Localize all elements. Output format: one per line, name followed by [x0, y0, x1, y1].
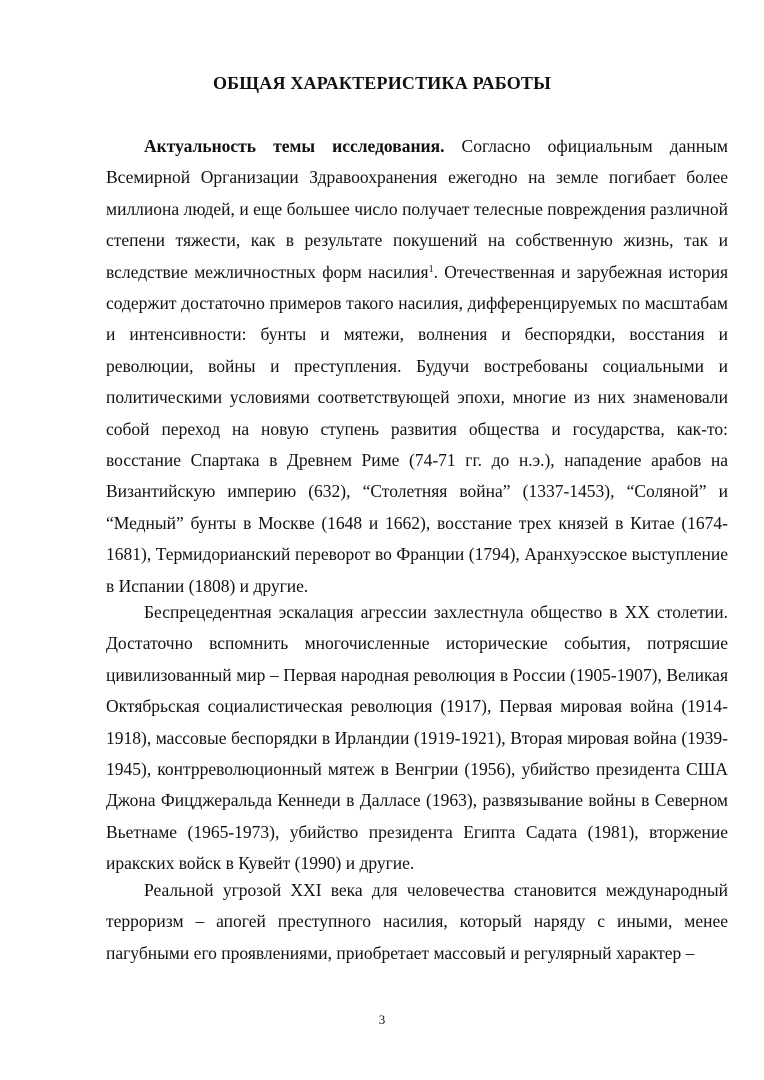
footnote-reference[interactable]: 1 — [428, 263, 434, 275]
paragraph-twentieth-century: Беспрецедентная эскалация агрессии захлестнула общество в XX столетии. Достаточно вспомнить многочисленные исторические события, потрясшие цивилизованный мир – Первая народная революция в России (1905-1907), Великая Октябрьская социалистическая революция (1917), Первая мировая война (1914-1918), массовые беспорядки в Ирландии (1919-1921), Вторая мировая война (1939-1945), контрреволюционный мятеж в Венгрии (1956), убийство президента США Джона Фицджеральда Кеннеди в Далласе (1963), развязывание войны в Северном Вьетнаме (1965-1973), убийство президента Египта Садата (1981), вторжение иракских войск в Кувейт (1990) и другие. — [106, 602, 728, 874]
page-number: 3 — [378, 1012, 386, 1027]
paragraph-text: Согласно официальным данным Всемирной Организации Здравоохранения ежегодно на земле погибает более миллиона людей, и еще большее число получает телесные повреждения различной степени тяжести, как в результате покушений на собственную жизнь, так и вследствие межличностных форм насилия — [106, 136, 728, 282]
paragraph-text: . Отечественная и зарубежная история содержит достаточно примеров такого насилия, дифференцируемых по масштабам и интенсивности: бунты и мятежи, волнения и беспорядки, восстания и революции, войны и преступления. Будучи востребованы социальными и политическими условиями соответствующей эпохи, многие из них знаменовали собой переход на новую ступень развития общества и государства, как-то: восстание Спартака в Древнем Риме (74-71 гг. до н.э.), нападение арабов на Византийскую империю (632), “Столетняя война” (1337-1453), “Соляной” и “Медный” бунты в Москве (1648 и 1662), восстание трех князей в Китае (1674-1681), Термидорианский переворот во Франции (1794), Аранхуэсское выступление в Испании (1808) и другие. — [106, 261, 728, 596]
page-title: ОБЩАЯ ХАРАКТЕРИСТИКА РАБОТЫ — [212, 73, 552, 93]
paragraph-relevance — [106, 131, 728, 602]
paragraph-lead-heading: Актуальность темы исследования. — [144, 136, 445, 156]
paragraph-terrorism: Реальной угрозой XXI века для человечества становится международный терроризм – апогей преступного насилия, который наряду с иными, менее пагубными его проявлениями, приобретает массовый и регулярный характер – — [106, 880, 728, 963]
